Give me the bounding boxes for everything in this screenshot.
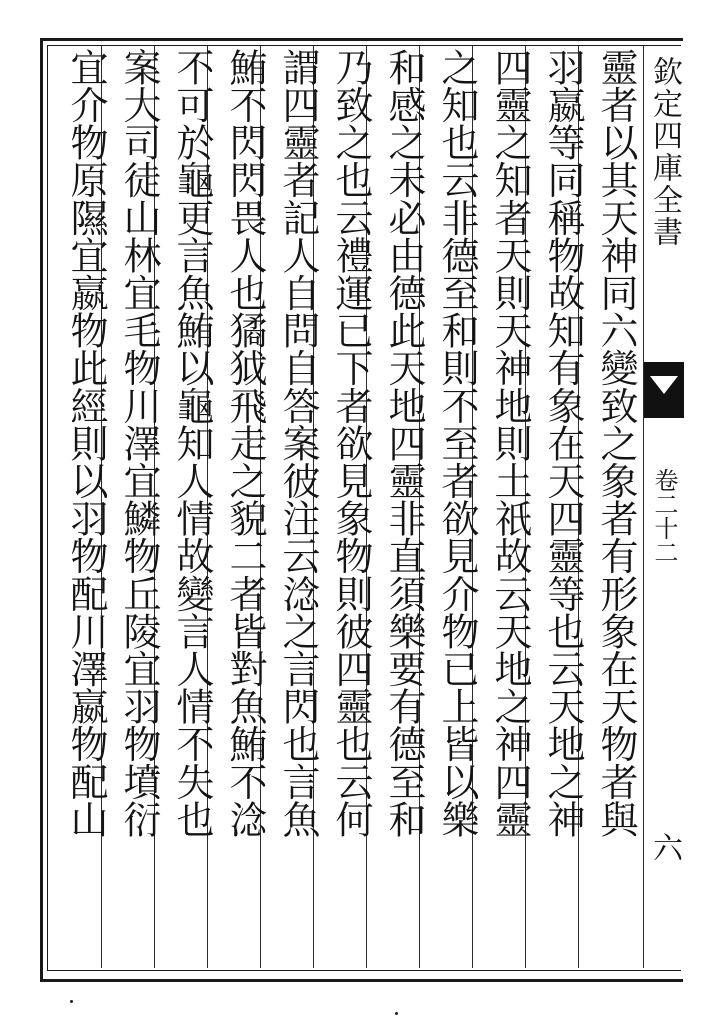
- page-margin: [644, 48, 684, 968]
- text-column-8: 鮪不閃閃畏人也獝狘飛走之貌二者皆對魚鮪不淰: [223, 48, 267, 838]
- text-column-6: 乃致之也云禮運已下者欲見象物則彼四靈也云何: [329, 48, 373, 838]
- text-column-7: 謂四靈者記人自問自答案彼注云淰之言閃也言魚: [276, 48, 320, 838]
- text-column-2: 羽嬴等同稱物故知有象在天四靈等也云天地之神: [541, 48, 585, 838]
- text-column-3: 四靈之知者天則天神地則土祇故云天地之神四靈: [488, 48, 532, 838]
- text-column-11: 宜介物原隰宜嬴物此經則以羽物配川澤嬴物配山: [64, 48, 108, 838]
- page-number: 六: [647, 832, 682, 862]
- ink-speck: [70, 1000, 73, 1003]
- volume-label: 卷二十二: [650, 468, 678, 564]
- text-column-1: 靈者以其天神同六變致之象者有形象在天物者與: [594, 48, 638, 838]
- text-column-4: 之知也云非德至和則不至者欲見介物已上皆以樂: [435, 48, 479, 838]
- fish-tail-mark-icon: [644, 362, 684, 418]
- text-column-10: 案大司徒山林宜毛物川澤宜鱗物丘陵宜羽物墳衍: [117, 48, 161, 838]
- text-column-9: 不可於龜更言魚鮪以龜知人情故變言人情不失也: [170, 48, 214, 838]
- book-title: 欽定四庫全書: [647, 56, 682, 248]
- ink-speck: [395, 1012, 398, 1015]
- text-column-5: 和感之未必由德此天地四靈非直須樂要有德至和: [382, 48, 426, 838]
